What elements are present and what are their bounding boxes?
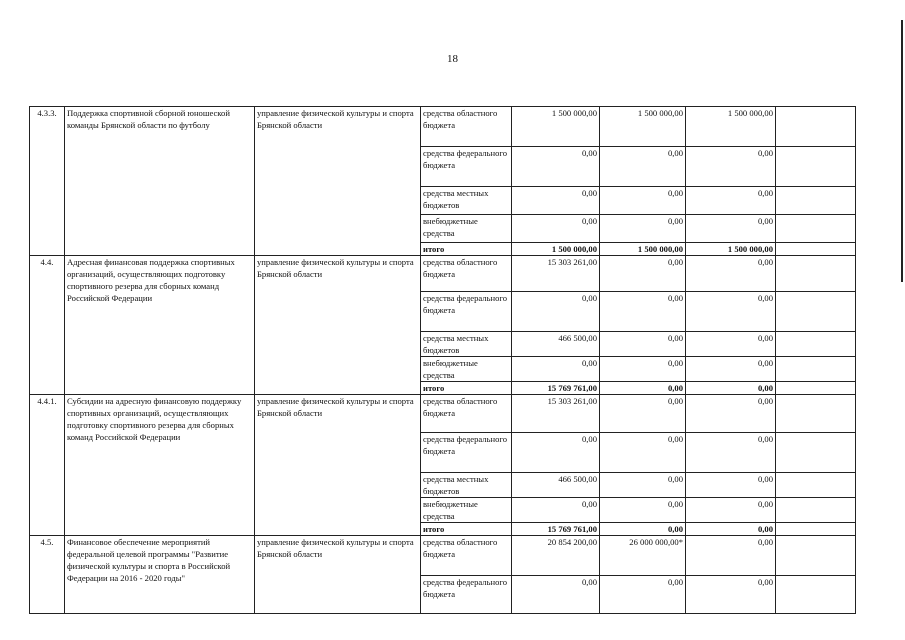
empty-cell bbox=[776, 523, 856, 536]
amount-year-3: 0,00 bbox=[686, 395, 776, 433]
amount-year-3: 0,00 bbox=[686, 292, 776, 332]
funding-source: итого bbox=[421, 243, 512, 256]
amount-year-1: 15 303 261,00 bbox=[512, 395, 600, 433]
activity-name: Адресная финансовая поддержка спортивных организаций, осуществляющих подготовку спортивного резерва для сборных команд Российской Федерации bbox=[65, 256, 255, 395]
empty-cell bbox=[776, 536, 856, 576]
amount-year-1: 0,00 bbox=[512, 292, 600, 332]
empty-cell bbox=[776, 187, 856, 215]
amount-year-1: 15 769 761,00 bbox=[512, 382, 600, 395]
amount-year-2: 0,00 bbox=[600, 147, 686, 187]
funding-source: средства местных бюджетов bbox=[421, 332, 512, 357]
funding-source: итого bbox=[421, 382, 512, 395]
section-number: 4.3.3. bbox=[30, 107, 65, 256]
amount-year-2: 0,00 bbox=[600, 215, 686, 243]
amount-year-1: 0,00 bbox=[512, 433, 600, 473]
empty-cell bbox=[776, 576, 856, 614]
amount-year-3: 1 500 000,00 bbox=[686, 107, 776, 147]
activity-name: Финансовое обеспечение мероприятий федеральной целевой программы "Развитие физической культуры и спорта в Российской Федерации на 2016 - 2020 годы" bbox=[65, 536, 255, 614]
funding-source: средства федерального бюджета bbox=[421, 576, 512, 614]
amount-year-1: 15 769 761,00 bbox=[512, 523, 600, 536]
amount-year-2: 1 500 000,00 bbox=[600, 107, 686, 147]
section-number: 4.4. bbox=[30, 256, 65, 395]
section-number: 4.4.1. bbox=[30, 395, 65, 536]
amount-year-2: 26 000 000,00* bbox=[600, 536, 686, 576]
funding-source: итого bbox=[421, 523, 512, 536]
empty-cell bbox=[776, 256, 856, 292]
amount-year-2: 0,00 bbox=[600, 498, 686, 523]
responsible-org: управление физической культуры и спорта Брянской области bbox=[255, 107, 421, 256]
amount-year-2: 0,00 bbox=[600, 357, 686, 382]
funding-source: средства местных бюджетов bbox=[421, 473, 512, 498]
amount-year-2: 1 500 000,00 bbox=[600, 243, 686, 256]
activity-name: Субсидии на адресную финансовую поддержку спортивных организаций, осуществляющих подготовку спортивного резерва для сборных команд Российской Федерации bbox=[65, 395, 255, 536]
responsible-org: управление физической культуры и спорта Брянской области bbox=[255, 395, 421, 536]
amount-year-2: 0,00 bbox=[600, 473, 686, 498]
amount-year-1: 1 500 000,00 bbox=[512, 243, 600, 256]
amount-year-3: 0,00 bbox=[686, 498, 776, 523]
empty-cell bbox=[776, 332, 856, 357]
amount-year-3: 0,00 bbox=[686, 433, 776, 473]
section-number: 4.5. bbox=[30, 536, 65, 614]
amount-year-2: 0,00 bbox=[600, 523, 686, 536]
amount-year-1: 0,00 bbox=[512, 357, 600, 382]
amount-year-1: 0,00 bbox=[512, 147, 600, 187]
funding-source: средства областного бюджета bbox=[421, 536, 512, 576]
amount-year-1: 15 303 261,00 bbox=[512, 256, 600, 292]
empty-cell bbox=[776, 473, 856, 498]
amount-year-3: 0,00 bbox=[686, 473, 776, 498]
amount-year-3: 0,00 bbox=[686, 536, 776, 576]
amount-year-1: 1 500 000,00 bbox=[512, 107, 600, 147]
amount-year-1: 0,00 bbox=[512, 576, 600, 614]
funding-source: средства областного бюджета bbox=[421, 107, 512, 147]
amount-year-2: 0,00 bbox=[600, 382, 686, 395]
empty-cell bbox=[776, 147, 856, 187]
amount-year-3: 1 500 000,00 bbox=[686, 243, 776, 256]
amount-year-3: 0,00 bbox=[686, 523, 776, 536]
amount-year-2: 0,00 bbox=[600, 332, 686, 357]
responsible-org: управление физической культуры и спорта Брянской области bbox=[255, 256, 421, 395]
funding-source: средства федерального бюджета bbox=[421, 147, 512, 187]
amount-year-3: 0,00 bbox=[686, 332, 776, 357]
amount-year-2: 0,00 bbox=[600, 256, 686, 292]
empty-cell bbox=[776, 433, 856, 473]
table-row bbox=[30, 256, 856, 292]
amount-year-3: 0,00 bbox=[686, 256, 776, 292]
page-number: 18 bbox=[447, 53, 458, 65]
funding-source: внебюджетные средства bbox=[421, 357, 512, 382]
amount-year-2: 0,00 bbox=[600, 576, 686, 614]
funding-source: средства областного бюджета bbox=[421, 256, 512, 292]
amount-year-1: 20 854 200,00 bbox=[512, 536, 600, 576]
amount-year-2: 0,00 bbox=[600, 187, 686, 215]
table-row bbox=[30, 395, 856, 433]
amount-year-3: 0,00 bbox=[686, 187, 776, 215]
amount-year-3: 0,00 bbox=[686, 357, 776, 382]
amount-year-2: 0,00 bbox=[600, 433, 686, 473]
page-edge-line bbox=[901, 20, 903, 282]
empty-cell bbox=[776, 107, 856, 147]
responsible-org: управление физической культуры и спорта Брянской области bbox=[255, 536, 421, 614]
table-row bbox=[30, 536, 856, 576]
amount-year-1: 466 500,00 bbox=[512, 332, 600, 357]
amount-year-2: 0,00 bbox=[600, 292, 686, 332]
budget-table bbox=[29, 106, 856, 614]
empty-cell bbox=[776, 395, 856, 433]
funding-source: средства местных бюджетов bbox=[421, 187, 512, 215]
amount-year-2: 0,00 bbox=[600, 395, 686, 433]
amount-year-3: 0,00 bbox=[686, 215, 776, 243]
amount-year-3: 0,00 bbox=[686, 576, 776, 614]
empty-cell bbox=[776, 498, 856, 523]
table-row bbox=[30, 107, 856, 147]
amount-year-1: 0,00 bbox=[512, 215, 600, 243]
empty-cell bbox=[776, 243, 856, 256]
amount-year-3: 0,00 bbox=[686, 147, 776, 187]
amount-year-1: 0,00 bbox=[512, 187, 600, 215]
funding-source: средства федерального бюджета bbox=[421, 292, 512, 332]
amount-year-3: 0,00 bbox=[686, 382, 776, 395]
funding-source: средства областного бюджета bbox=[421, 395, 512, 433]
activity-name: Поддержка спортивной сборной юношеской команды Брянской области по футболу bbox=[65, 107, 255, 256]
amount-year-1: 466 500,00 bbox=[512, 473, 600, 498]
empty-cell bbox=[776, 357, 856, 382]
funding-source: средства федерального бюджета bbox=[421, 433, 512, 473]
funding-source: внебюджетные средства bbox=[421, 498, 512, 523]
empty-cell bbox=[776, 215, 856, 243]
empty-cell bbox=[776, 292, 856, 332]
funding-source: внебюджетные средства bbox=[421, 215, 512, 243]
empty-cell bbox=[776, 382, 856, 395]
amount-year-1: 0,00 bbox=[512, 498, 600, 523]
